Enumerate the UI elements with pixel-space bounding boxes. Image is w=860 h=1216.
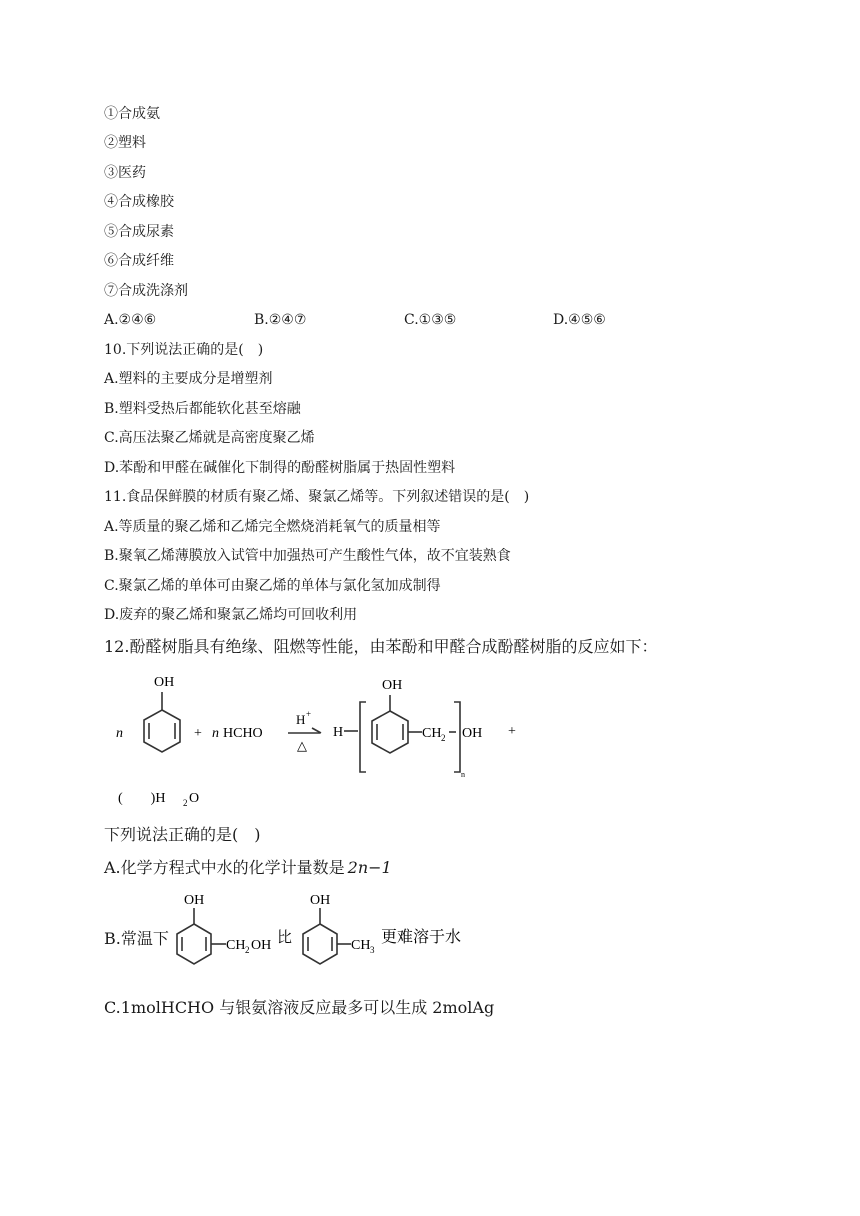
eq-ch2: CH xyxy=(422,726,442,741)
q9-option-b: B.②④⑦ xyxy=(254,312,307,328)
eq-oh-end: OH xyxy=(462,726,483,741)
q11-option-a: A.等质量的聚乙烯和乙烯完全燃烧消耗氧气的质量相等 xyxy=(104,519,441,535)
q12-stem: 12.酚醛树脂具有绝缘、阻燃等性能，由苯酚和甲醛合成酚醛树脂的反应如下： xyxy=(104,637,658,656)
mol1-ch2: CH xyxy=(226,938,246,953)
mol2-ch3: CH xyxy=(351,938,371,953)
eq-catalyst: H xyxy=(296,712,306,727)
mol2-ch3-sub: 3 xyxy=(370,945,375,955)
q9-item-4: ④合成橡胶 xyxy=(104,194,174,210)
option-b-structures xyxy=(168,890,478,976)
q11-stem: 11.食品保鲜膜的材质有聚乙烯、聚氯乙烯等。下列叙述错误的是( ) xyxy=(104,489,530,505)
eq-catalyst-sup: + xyxy=(306,709,312,719)
eq-plus1: + xyxy=(194,726,202,741)
eq-hcho: HCHO xyxy=(223,726,263,741)
q12-option-a-math: 2n−1 xyxy=(347,858,392,877)
q12-question: 下列说法正确的是( ) xyxy=(104,825,261,844)
eq-h-end: H xyxy=(333,725,344,740)
q11-option-b: B.聚氧乙烯薄膜放入试管中加强热可产生酸性气体，故不宜装熟食 xyxy=(104,548,511,564)
right-bracket xyxy=(454,702,460,772)
q12-option-a xyxy=(104,857,392,879)
eq-water: ( )H xyxy=(118,791,166,806)
q9-option-a: A.②④⑥ xyxy=(104,312,157,328)
option-b-suffix: 更难溶于水 xyxy=(381,929,462,946)
q9-item-3: ③医药 xyxy=(104,165,146,181)
eq-n2: n xyxy=(212,726,219,741)
q9-option-d: D.④⑤⑥ xyxy=(553,312,606,328)
mol1-ch2-oh: OH xyxy=(251,938,272,953)
mol1-oh: OH xyxy=(184,893,205,908)
eq-heat: △ xyxy=(297,738,307,753)
eq-n1: n xyxy=(116,726,123,741)
eq-product-oh: OH xyxy=(382,678,403,693)
q10-option-b: B.塑料受热后都能软化甚至熔融 xyxy=(104,401,301,417)
left-bracket xyxy=(360,702,366,772)
option-b-mid: 比 xyxy=(277,930,293,946)
q9-option-c: C.①③⑤ xyxy=(404,312,457,328)
q12-option-b-prefix: B.常温下 xyxy=(104,929,169,948)
q9-item-7: ⑦合成洗涤剂 xyxy=(104,283,188,299)
mol2-oh: OH xyxy=(310,893,331,908)
q12-option-c: C.1molHCHO 与银氨溶液反应最多可以生成 2molAg xyxy=(104,998,495,1017)
q9-item-5: ⑤合成尿素 xyxy=(104,224,174,240)
mol1-ch2-sub: 2 xyxy=(245,945,250,955)
eq-plus2: + xyxy=(508,724,516,739)
q10-option-d: D.苯酚和甲醛在碱催化下制得的酚醛树脂属于热固性塑料 xyxy=(104,460,456,476)
q9-item-6: ⑥合成纤维 xyxy=(104,253,174,269)
q12-option-a-text: A.化学方程式中水的化学计量数是 xyxy=(104,858,345,877)
eq-n-sub: n xyxy=(461,770,465,779)
eq-water-o: O xyxy=(189,791,200,806)
q9-item-1: ①合成氨 xyxy=(104,106,160,122)
q9-item-2: ②塑料 xyxy=(104,135,146,151)
q10-stem: 10.下列说法正确的是( ) xyxy=(104,342,264,358)
eq-water-sub: 2 xyxy=(183,798,188,808)
q11-option-c: C.聚氯乙烯的单体可由聚乙烯的单体与氯化氢加成制得 xyxy=(104,578,441,594)
q10-option-c: C.高压法聚乙烯就是高密度聚乙烯 xyxy=(104,430,315,446)
reaction-equation xyxy=(104,664,544,814)
eq-phenol-oh: OH xyxy=(154,675,175,690)
q10-option-a: A.塑料的主要成分是增塑剂 xyxy=(104,371,273,387)
eq-ch2-sub: 2 xyxy=(441,733,446,743)
q11-option-d: D.废弃的聚乙烯和聚氯乙烯均可回收利用 xyxy=(104,607,358,623)
